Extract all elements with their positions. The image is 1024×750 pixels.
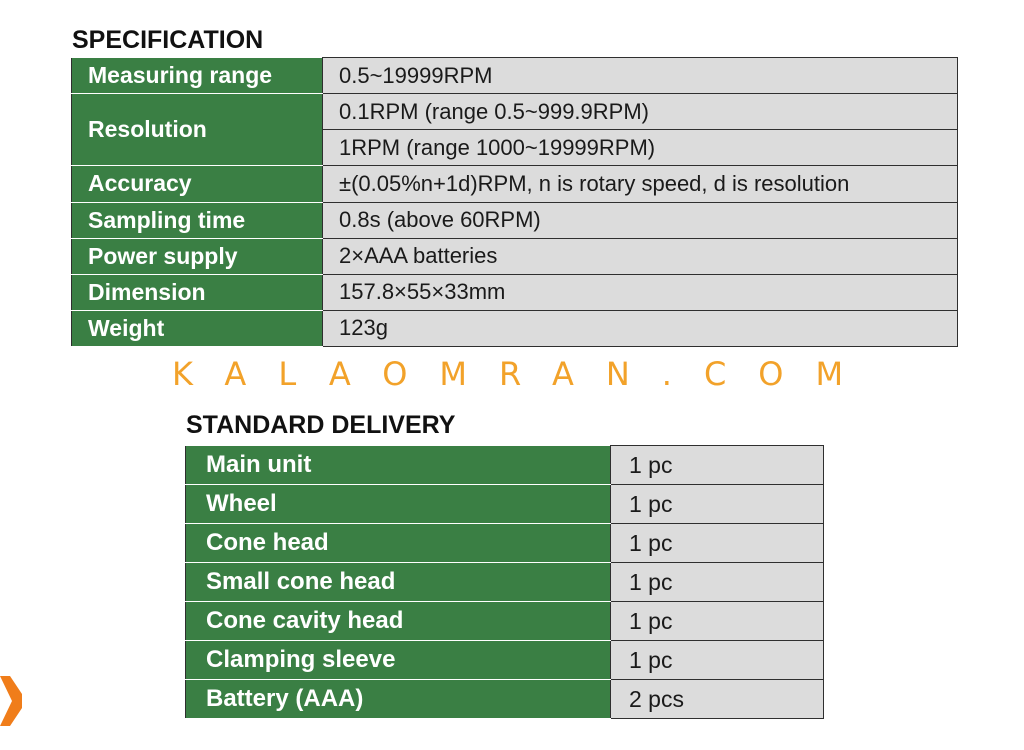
table-row bbox=[186, 524, 824, 563]
table-row bbox=[72, 274, 958, 310]
spec-value-accuracy: ±(0.05%n+1d)RPM, n is rotary speed, d is resolution bbox=[323, 166, 958, 202]
table-row bbox=[186, 563, 824, 602]
table-row bbox=[72, 310, 958, 346]
standard-delivery-title: STANDARD DELIVERY bbox=[186, 411, 456, 439]
watermark-text: KALAOMRAN.COM bbox=[172, 355, 876, 393]
spec-value-dimension: 157.8×55×33mm bbox=[323, 274, 958, 310]
spec-label-accuracy: Accuracy bbox=[72, 166, 323, 202]
k-logo-icon bbox=[0, 676, 22, 726]
spec-label-measuring-range: Measuring range bbox=[72, 58, 323, 94]
spec-label-weight: Weight bbox=[72, 310, 323, 346]
delivery-qty: 1 pc bbox=[611, 446, 824, 485]
spec-value-resolution-2: 1RPM (range 1000~19999RPM) bbox=[323, 130, 958, 166]
table-row bbox=[72, 58, 958, 94]
delivery-qty: 1 pc bbox=[611, 641, 824, 680]
table-row bbox=[72, 94, 958, 130]
delivery-item: Cone head bbox=[186, 524, 611, 563]
specification-title: SPECIFICATION bbox=[72, 26, 264, 54]
spec-label-power-supply: Power supply bbox=[72, 238, 323, 274]
delivery-qty: 1 pc bbox=[611, 602, 824, 641]
spec-label-resolution: Resolution bbox=[72, 94, 323, 166]
delivery-item: Cone cavity head bbox=[186, 602, 611, 641]
table-row bbox=[186, 680, 824, 719]
spec-value-resolution-1: 0.1RPM (range 0.5~999.9RPM) bbox=[323, 94, 958, 130]
delivery-item: Wheel bbox=[186, 485, 611, 524]
spec-value-weight: 123g bbox=[323, 310, 958, 346]
delivery-item: Clamping sleeve bbox=[186, 641, 611, 680]
delivery-qty: 1 pc bbox=[611, 524, 824, 563]
table-row bbox=[186, 446, 824, 485]
table-row bbox=[186, 641, 824, 680]
delivery-qty: 1 pc bbox=[611, 485, 824, 524]
table-row bbox=[72, 238, 958, 274]
table-row bbox=[186, 602, 824, 641]
delivery-qty: 1 pc bbox=[611, 563, 824, 602]
specification-table bbox=[71, 57, 958, 347]
table-row bbox=[186, 485, 824, 524]
delivery-item: Small cone head bbox=[186, 563, 611, 602]
spec-label-sampling-time: Sampling time bbox=[72, 202, 323, 238]
delivery-item: Main unit bbox=[186, 446, 611, 485]
table-row bbox=[72, 166, 958, 202]
spec-value-measuring-range: 0.5~19999RPM bbox=[323, 58, 958, 94]
table-row bbox=[72, 202, 958, 238]
delivery-qty: 2 pcs bbox=[611, 680, 824, 719]
standard-delivery-table bbox=[185, 445, 824, 719]
spec-label-dimension: Dimension bbox=[72, 274, 323, 310]
delivery-item: Battery (AAA) bbox=[186, 680, 611, 719]
spec-value-power-supply: 2×AAA batteries bbox=[323, 238, 958, 274]
spec-value-sampling-time: 0.8s (above 60RPM) bbox=[323, 202, 958, 238]
